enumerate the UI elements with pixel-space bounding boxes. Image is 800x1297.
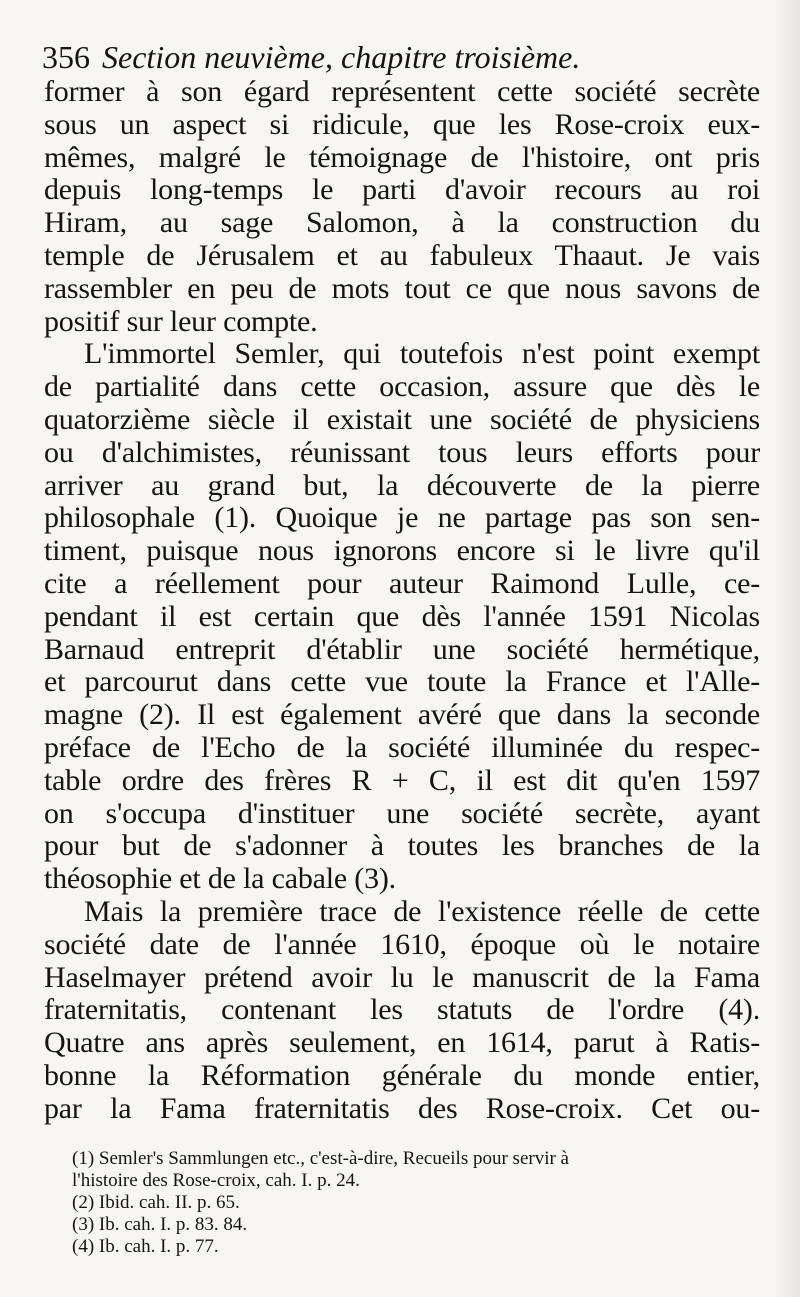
body-text <box>44 76 760 1126</box>
footnote: (1) Semler's Sammlungen etc., c'est-à-dire, Recueils pour servir à <box>72 1148 569 1169</box>
text-line: positif sur leur compte. <box>44 304 318 338</box>
text-line: société date de l'année 1610, époque où le notaire <box>44 927 760 961</box>
text-line: Quatre ans après seulement, en 1614, parut à Ratis- <box>44 1026 760 1060</box>
footnote: (3) Ib. cah. I. p. 83. 84. <box>72 1214 248 1235</box>
text-line: de partialité dans cette occasion, assure que dès le <box>44 370 760 404</box>
text-line: L'immortel Semler, qui toutefois n'est point exempt <box>84 337 760 371</box>
text-line: Mais la première trace de l'existence réelle de cette <box>84 894 760 928</box>
text-line: arriver au grand but, la découverte de la pierre <box>44 468 760 502</box>
running-title: Section neuvième, chapitre troisième. <box>102 39 581 75</box>
text-line: pendant il est certain que dès l'année 1591 Nicolas <box>44 599 760 633</box>
page-number: 356 <box>42 39 90 75</box>
text-line: par la Fama fraternitatis des Rose-croix. Cet ou- <box>44 1091 760 1125</box>
text-line: depuis long-temps le parti d'avoir recours au roi <box>44 173 760 207</box>
text-line: quatorzième siècle il existait une société de physiciens <box>44 402 760 436</box>
text-line: fraternitatis, contenant les statuts de l'ordre (4). <box>44 993 760 1027</box>
text-line: cite a réellement pour auteur Raimond Lulle, ce- <box>44 566 760 600</box>
text-line: table ordre des frères R + C, il est dit qu'en 1597 <box>44 763 760 797</box>
text-line: Hiram, au sage Salomon, à la construction du <box>44 206 760 240</box>
text-line: temple de Jérusalem et au fabuleux Thaaut. Je vais <box>44 238 760 272</box>
text-line: bonne la Réformation générale du monde entier, <box>44 1058 760 1092</box>
text-line: philosophale (1). Quoique je ne partage pas son sen- <box>44 501 760 535</box>
text-line: timent, puisque nous ignorons encore si le livre qu'il <box>44 534 760 568</box>
text-line: ou d'alchimistes, réunissant tous leurs efforts pour <box>44 435 760 469</box>
text-line: rassembler en peu de mots tout ce que nous savons de <box>44 271 760 305</box>
text-line: sous un aspect si ridicule, que les Rose-croix eux- <box>44 107 760 141</box>
text-line: théosophie et de la cabale (3). <box>44 862 396 896</box>
text-line: pour but de s'adonner à toutes les branches de la <box>44 829 760 863</box>
footnote: l'histoire des Rose-croix, cah. I. p. 24. <box>72 1170 360 1191</box>
page-header <box>42 36 762 78</box>
text-line: Barnaud entreprit d'établir une société hermétique, <box>44 632 760 666</box>
footnote: (4) Ib. cah. I. p. 77. <box>72 1236 219 1257</box>
text-line: Haselmayer prétend avoir lu le manuscrit de la Fama <box>44 960 760 994</box>
footnotes <box>72 1148 762 1258</box>
text-line: on s'occupa d'instituer une société secrète, ayant <box>44 796 760 830</box>
text-line: mêmes, malgré le témoignage de l'histoire, ont pris <box>44 140 760 174</box>
text-line: préface de l'Echo de la société illuminée du respec- <box>44 730 760 764</box>
text-line: et parcourut dans cette vue toute la France et l'Alle- <box>44 665 760 699</box>
text-line: former à son égard représentent cette société secrète <box>44 75 760 108</box>
footnote: (2) Ibid. cah. II. p. 65. <box>72 1192 240 1213</box>
text-line: magne (2). Il est également avéré que dans la seconde <box>44 698 760 732</box>
